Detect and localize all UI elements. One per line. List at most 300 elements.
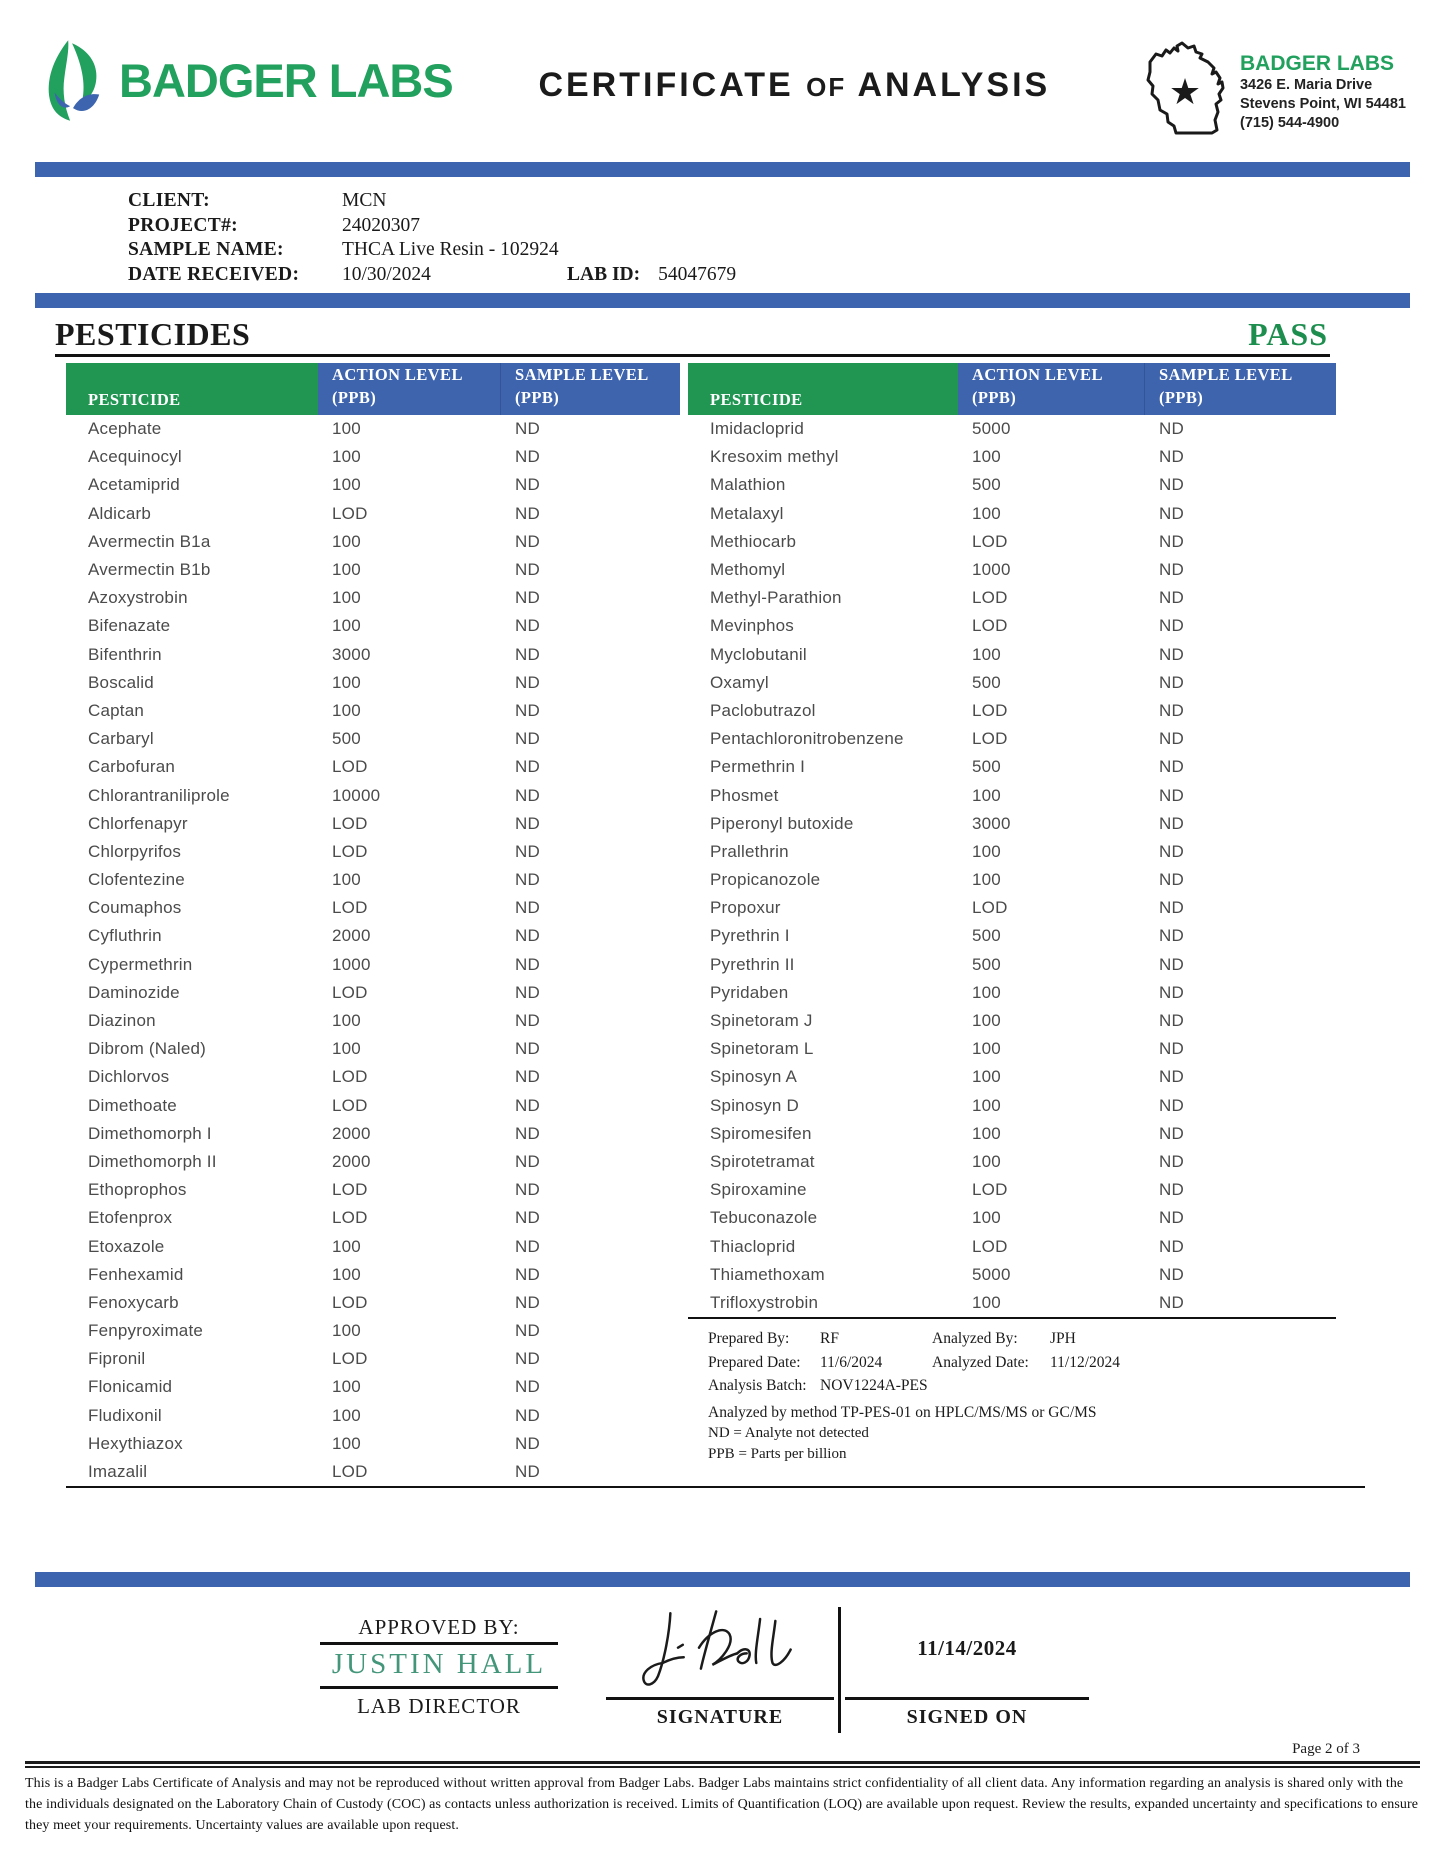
section-underline	[55, 354, 1330, 357]
table-row	[688, 951, 1336, 979]
sample-level-value: ND	[1159, 588, 1184, 608]
pesticide-name: Clofentezine	[88, 870, 185, 890]
table-row	[66, 528, 680, 556]
pesticide-name: Etofenprox	[88, 1208, 173, 1228]
action-level-value: 100	[332, 1011, 361, 1031]
lab-address-line2: Stevens Point, WI 54481	[1239, 95, 1406, 112]
pesticide-name: Bifenthrin	[88, 644, 162, 664]
pesticide-name: Coumaphos	[88, 898, 182, 918]
client-value: MCN	[342, 190, 387, 211]
pesticide-name: Piperonyl butoxide	[710, 813, 854, 833]
leaf-logo-icon	[43, 38, 105, 122]
column-header-sample-level: SAMPLE LEVEL (PPB)	[500, 363, 680, 415]
pesticide-name: Carbofuran	[88, 757, 176, 777]
analyzed-by-value: JPH	[1050, 1330, 1076, 1347]
table-row	[688, 753, 1336, 781]
sample-level-value: ND	[515, 982, 540, 1002]
sample-level-value: ND	[1159, 785, 1184, 805]
approver-title: LAB DIRECTOR	[357, 1694, 521, 1719]
section-title: PESTICIDES	[55, 316, 251, 352]
action-level-value: LOD	[972, 1180, 1008, 1200]
sample-level-value: ND	[515, 1039, 540, 1059]
prepared-date-row	[708, 1351, 1336, 1375]
prepared-by-value: RF	[820, 1330, 839, 1347]
pesticide-name: Mevinphos	[710, 616, 795, 636]
pesticide-name: Spinosyn D	[710, 1095, 799, 1115]
table-row	[688, 1120, 1336, 1148]
sample-level-value: ND	[515, 1433, 540, 1453]
table-row	[66, 1373, 680, 1401]
table-row	[66, 1035, 680, 1063]
table-row	[66, 1148, 680, 1176]
pesticide-name: Pyridaben	[710, 982, 789, 1002]
pesticide-name: Daminozide	[88, 982, 180, 1002]
analysis-batch-value: NOV1224A-PES	[820, 1377, 928, 1394]
action-level-value: 100	[332, 616, 361, 636]
sample-level-value: ND	[1159, 1095, 1184, 1115]
table-row	[66, 1204, 680, 1232]
table-row	[66, 1430, 680, 1458]
sample-level-value: ND	[1159, 1236, 1184, 1256]
action-level-value: 100	[972, 1039, 1001, 1059]
client-row	[128, 189, 1410, 214]
column-header-pesticide: PESTICIDE	[688, 363, 958, 415]
pesticides-table-right-body	[688, 415, 1336, 1317]
table-row	[66, 443, 680, 471]
table-row	[66, 810, 680, 838]
sample-level-value: ND	[515, 616, 540, 636]
action-level-value: 1000	[332, 954, 371, 974]
table-row	[688, 669, 1336, 697]
pesticide-name: Diazinon	[88, 1011, 156, 1031]
action-level-value: LOD	[332, 503, 368, 523]
pesticide-name: Dibrom (Naled)	[88, 1039, 207, 1059]
table-row	[66, 894, 680, 922]
table-row	[66, 1289, 680, 1317]
approved-by-label: APPROVED BY:	[358, 1615, 520, 1640]
action-level-value: 100	[972, 1095, 1001, 1115]
sample-level-value: ND	[1159, 1123, 1184, 1143]
sample-level-value: ND	[515, 841, 540, 861]
table-row	[688, 612, 1336, 640]
table-row	[66, 669, 680, 697]
table-row	[66, 500, 680, 528]
action-level-value: 2000	[332, 1123, 371, 1143]
ppb-note: PPB = Parts per billion	[708, 1445, 847, 1462]
nd-note: ND = Analyte not detected	[708, 1425, 869, 1441]
sample-level-value: ND	[515, 1208, 540, 1228]
action-level-value: 100	[332, 560, 361, 580]
table-row	[66, 1402, 680, 1430]
prepared-by-label: Prepared By:	[708, 1330, 790, 1347]
pesticide-name: Thiacloprid	[710, 1236, 796, 1256]
pesticide-name: Phosmet	[710, 785, 779, 805]
sample-level-value: ND	[1159, 1067, 1184, 1087]
signature-block	[606, 1599, 834, 1739]
action-level-value: 100	[972, 1123, 1001, 1143]
table-row	[66, 781, 680, 809]
sample-level-value: ND	[515, 926, 540, 946]
sample-level-value: ND	[1159, 1151, 1184, 1171]
action-level-value: 100	[972, 1208, 1001, 1228]
table-row	[66, 1120, 680, 1148]
pesticide-name: Dimethoate	[88, 1095, 177, 1115]
table-row	[688, 1007, 1336, 1035]
pesticide-name: Fipronil	[88, 1349, 146, 1369]
action-level-value: 5000	[972, 1264, 1011, 1284]
action-level-value: 100	[332, 475, 361, 495]
action-level-value: 100	[332, 1377, 361, 1397]
pesticide-name: Hexythiazox	[88, 1433, 183, 1453]
pesticide-name: Ethoprophos	[88, 1180, 187, 1200]
pesticide-name: Captan	[88, 700, 145, 720]
divider-bar-section	[35, 293, 1410, 308]
action-level-value: 100	[332, 870, 361, 890]
lab-address-block	[1136, 38, 1406, 138]
action-level-value: 100	[972, 503, 1001, 523]
sample-name-label: SAMPLE NAME:	[128, 239, 284, 260]
table-row	[688, 979, 1336, 1007]
action-level-value: LOD	[332, 1462, 368, 1482]
pesticide-name: Trifloxystrobin	[710, 1292, 819, 1312]
action-level-value: LOD	[332, 1067, 368, 1087]
pesticide-name: Imidacloprid	[710, 419, 805, 439]
sample-level-value: ND	[1159, 644, 1184, 664]
sample-name-row	[128, 238, 1410, 263]
sample-level-value: ND	[1159, 560, 1184, 580]
table-row	[688, 1232, 1336, 1260]
action-level-value: 100	[332, 588, 361, 608]
sample-level-value: ND	[515, 1236, 540, 1256]
action-level-value: 100	[972, 1292, 1001, 1312]
pesticide-name: Bifenazate	[88, 616, 171, 636]
action-level-value: LOD	[972, 898, 1008, 918]
table-row	[688, 641, 1336, 669]
table-row	[66, 951, 680, 979]
approval-section	[320, 1599, 1410, 1739]
action-level-value: 500	[972, 757, 1001, 777]
pesticide-name: Spiromesifen	[710, 1123, 812, 1143]
table-row	[688, 1148, 1336, 1176]
lab-id-value: 54047679	[658, 263, 737, 285]
pesticide-name: Propoxur	[710, 898, 781, 918]
pesticide-name: Spirotetramat	[710, 1151, 815, 1171]
sample-level-value: ND	[1159, 926, 1184, 946]
project-value: 24020307	[342, 214, 420, 236]
action-level-value: LOD	[972, 1236, 1008, 1256]
pesticide-name: Spinetoram L	[710, 1039, 814, 1059]
action-level-value: LOD	[332, 1095, 368, 1115]
rule	[320, 1686, 558, 1689]
table-row	[688, 1261, 1336, 1289]
table-row	[688, 697, 1336, 725]
signature-image	[606, 1599, 834, 1697]
sample-level-value: ND	[515, 1377, 540, 1397]
action-level-value: LOD	[972, 588, 1008, 608]
pesticides-table-right	[688, 363, 1336, 1319]
analysis-batch-row	[708, 1374, 1336, 1398]
table-row	[688, 500, 1336, 528]
pesticide-name: Boscalid	[88, 672, 154, 692]
sample-level-value: ND	[1159, 672, 1184, 692]
pesticide-name: Tebuconazole	[710, 1208, 818, 1228]
lab-address-line1: 3426 E. Maria Drive	[1239, 77, 1373, 93]
action-level-value: 1000	[972, 560, 1011, 580]
pesticide-name: Acetamiprid	[88, 475, 180, 495]
action-level-value: 3000	[972, 813, 1011, 833]
action-level-value: 100	[332, 1321, 361, 1341]
table-row	[66, 641, 680, 669]
action-level-value: 100	[972, 982, 1001, 1002]
sample-level-value: ND	[515, 1321, 540, 1341]
pesticide-name: Paclobutrazol	[710, 700, 816, 720]
sample-level-value: ND	[1159, 841, 1184, 861]
date-received-value: 10/30/2024	[342, 263, 431, 285]
pesticide-name: Spinosyn A	[710, 1067, 798, 1087]
pesticide-name: Pyrethrin I	[710, 926, 790, 946]
pesticide-name: Acephate	[88, 419, 162, 439]
action-level-value: LOD	[332, 982, 368, 1002]
pesticide-name: Avermectin B1b	[88, 560, 211, 580]
sample-name-value: THCA Live Resin - 102924	[342, 239, 559, 260]
table-row	[66, 415, 680, 443]
signature-label: SIGNATURE	[656, 1706, 784, 1729]
sample-level-value: ND	[515, 785, 540, 805]
table-row	[66, 922, 680, 950]
table-row	[66, 1261, 680, 1289]
table-row	[66, 1317, 680, 1345]
table-row	[66, 1232, 680, 1260]
sample-level-value: ND	[1159, 870, 1184, 890]
sample-level-value: ND	[515, 1151, 540, 1171]
table-row	[688, 1204, 1336, 1232]
divider-bar-top	[35, 162, 1410, 177]
action-level-value: LOD	[332, 1180, 368, 1200]
pesticide-name: Myclobutanil	[710, 644, 807, 664]
table-row	[688, 1176, 1336, 1204]
lab-phone: (715) 544-4900	[1239, 114, 1340, 131]
sample-level-value: ND	[1159, 419, 1184, 439]
pesticide-name: Methiocarb	[710, 531, 797, 551]
table-row	[688, 922, 1336, 950]
table-row	[66, 556, 680, 584]
signed-on-block	[845, 1599, 1089, 1739]
sample-level-value: ND	[515, 729, 540, 749]
pesticide-name: Carbaryl	[88, 729, 154, 749]
table-row	[66, 697, 680, 725]
sample-level-value: ND	[515, 1292, 540, 1312]
action-level-value: 100	[332, 1433, 361, 1453]
sample-level-value: ND	[515, 1095, 540, 1115]
action-level-value: 100	[972, 785, 1001, 805]
wisconsin-map-icon	[1136, 38, 1232, 138]
sample-level-value: ND	[515, 644, 540, 664]
pesticide-name: Dichlorvos	[88, 1067, 170, 1087]
pesticide-name: Propicanozole	[710, 870, 821, 890]
sample-level-value: ND	[515, 1405, 540, 1425]
table-row	[688, 725, 1336, 753]
sample-level-value: ND	[515, 757, 540, 777]
disclaimer-text: This is a Badger Labs Certificate of Analysis and may not be reproduced without written approval from Badger Labs. Badger Labs maintains strict confidentiality of all client data. Any information regarding an analysis is shared only with the the individuals designated on the Laboratory Chain of Custody (COC) as contacts unless authorization is received. Limits of Quantification (LOQ) are available upon request. Review the results, expanded uncertainty and specifications to ensure they meet your requirements. Uncertainty values are available upon request.	[25, 1776, 1419, 1834]
pesticide-name: Chlorantraniliprole	[88, 785, 230, 805]
table-row	[66, 725, 680, 753]
action-level-value: 2000	[332, 1151, 371, 1171]
pesticide-name: Fenoxycarb	[88, 1292, 179, 1312]
pesticide-name: Kresoxim methyl	[710, 447, 839, 467]
analyzed-date-label: Analyzed Date:	[932, 1353, 1029, 1371]
footer-rule	[25, 1761, 1420, 1768]
action-level-value: 100	[332, 531, 361, 551]
date-received-row	[128, 263, 1410, 288]
sample-level-value: ND	[515, 1067, 540, 1087]
action-level-value: 100	[972, 1151, 1001, 1171]
table-row	[66, 471, 680, 499]
table-row	[688, 1289, 1336, 1317]
pesticide-name: Permethrin I	[710, 757, 805, 777]
action-level-value: 500	[972, 475, 1001, 495]
action-level-value: LOD	[332, 1292, 368, 1312]
pesticide-name: Thiamethoxam	[710, 1264, 825, 1284]
pesticide-name: Chlorpyrifos	[88, 841, 182, 861]
sample-level-value: ND	[515, 870, 540, 890]
prepared-date-label: Prepared Date:	[708, 1353, 801, 1371]
pesticide-name: Fludixonil	[88, 1405, 162, 1425]
sample-level-value: ND	[515, 531, 540, 551]
sample-level-value: ND	[1159, 531, 1184, 551]
analyzed-by-label: Analyzed By:	[932, 1330, 1018, 1347]
sample-level-value: ND	[1159, 813, 1184, 833]
pesticides-table-left	[66, 363, 680, 1486]
action-level-value: LOD	[972, 729, 1008, 749]
action-level-value: 100	[332, 419, 361, 439]
action-level-value: 500	[972, 672, 1001, 692]
prepared-date-value: 11/6/2024	[820, 1353, 883, 1371]
pesticide-name: Dimethomorph I	[88, 1123, 212, 1143]
table-row	[66, 838, 680, 866]
sample-level-value: ND	[515, 503, 540, 523]
table-row	[688, 810, 1336, 838]
action-level-value: LOD	[972, 700, 1008, 720]
action-level-value: 100	[332, 1405, 361, 1425]
action-level-value: 100	[972, 870, 1001, 890]
page-footer	[25, 1761, 1420, 1836]
page-title: CERTIFICATE OF ANALYSIS	[538, 66, 1051, 104]
sample-level-value: ND	[515, 898, 540, 918]
column-header-action-level: ACTION LEVEL (PPB)	[958, 363, 1144, 415]
column-header-pesticide: PESTICIDE	[66, 363, 318, 415]
pesticide-name: Aldicarb	[88, 503, 152, 523]
table-row	[688, 1035, 1336, 1063]
approved-by-block	[320, 1615, 558, 1739]
table-row	[66, 979, 680, 1007]
action-level-value: LOD	[332, 1208, 368, 1228]
pesticide-name: Dimethomorph II	[88, 1151, 217, 1171]
table-row	[688, 838, 1336, 866]
action-level-value: 500	[972, 954, 1001, 974]
sample-level-value: ND	[515, 560, 540, 580]
action-level-value: LOD	[332, 898, 368, 918]
action-level-value: 100	[972, 644, 1001, 664]
action-level-value: 100	[332, 1264, 361, 1284]
page-header	[35, 0, 1410, 150]
sample-level-value: ND	[515, 1011, 540, 1031]
sample-level-value: ND	[1159, 1011, 1184, 1031]
action-level-value: 3000	[332, 644, 371, 664]
pesticide-name: Imazalil	[88, 1462, 148, 1482]
table-row	[688, 528, 1336, 556]
sample-level-value: ND	[515, 588, 540, 608]
signed-on-date: 11/14/2024	[917, 1635, 1017, 1660]
table-row	[688, 894, 1336, 922]
sample-level-value: ND	[1159, 757, 1184, 777]
sample-level-value: ND	[1159, 729, 1184, 749]
prepared-by-row	[708, 1327, 1336, 1351]
method-note: Analyzed by method TP-PES-01 on HPLC/MS/MS or GC/MS	[708, 1403, 1097, 1421]
action-level-value: LOD	[332, 841, 368, 861]
table-row	[66, 1063, 680, 1091]
pesticide-name: Pyrethrin II	[710, 954, 795, 974]
sample-level-value: ND	[515, 813, 540, 833]
table-row	[688, 781, 1336, 809]
action-level-value: 100	[332, 672, 361, 692]
pesticide-name: Malathion	[710, 475, 786, 495]
table-row	[66, 1092, 680, 1120]
client-label: CLIENT:	[128, 190, 210, 211]
table-row	[688, 1092, 1336, 1120]
table-left-header	[66, 363, 680, 415]
pesticide-name: Metalaxyl	[710, 503, 784, 523]
sample-level-value: ND	[1159, 700, 1184, 720]
table-row	[66, 612, 680, 640]
pesticide-name: Oxamyl	[710, 672, 769, 692]
action-level-value: 100	[332, 700, 361, 720]
pesticide-name: Chlorfenapyr	[88, 813, 188, 833]
action-level-value: LOD	[332, 813, 368, 833]
sample-level-value: ND	[1159, 1039, 1184, 1059]
action-level-value: 500	[332, 729, 361, 749]
page-number: Page 2 of 3	[1292, 1741, 1360, 1758]
pesticide-name: Fenpyroximate	[88, 1321, 204, 1341]
sample-level-value: ND	[515, 475, 540, 495]
column-header-action-level: ACTION LEVEL (PPB)	[318, 363, 500, 415]
table-row	[688, 415, 1336, 443]
table-row	[688, 556, 1336, 584]
sample-level-value: ND	[515, 672, 540, 692]
column-header-sample-level: SAMPLE LEVEL (PPB)	[1144, 363, 1336, 415]
sample-level-value: ND	[515, 1180, 540, 1200]
action-level-value: 100	[972, 447, 1001, 467]
sample-level-value: ND	[1159, 954, 1184, 974]
pesticide-name: Spiroxamine	[710, 1180, 807, 1200]
pesticide-name: Cypermethrin	[88, 954, 193, 974]
sample-level-value: ND	[1159, 898, 1184, 918]
divider-bar-bottom	[35, 1572, 1410, 1587]
sample-level-value: ND	[1159, 1208, 1184, 1228]
pesticide-name: Flonicamid	[88, 1377, 173, 1397]
badger-labs-logo	[43, 38, 453, 122]
sample-level-value: ND	[515, 1123, 540, 1143]
pesticide-name: Acequinocyl	[88, 447, 182, 467]
action-level-value: 10000	[332, 785, 381, 805]
analyzed-date-value: 11/12/2024	[1050, 1353, 1121, 1371]
sample-level-value: ND	[1159, 475, 1184, 495]
action-level-value: 100	[332, 1236, 361, 1256]
table-row	[66, 1345, 680, 1373]
action-level-value: LOD	[972, 531, 1008, 551]
star-icon: ★	[1168, 72, 1202, 112]
signature-divider	[838, 1607, 841, 1733]
lab-name: BADGER LABS	[1239, 52, 1394, 75]
